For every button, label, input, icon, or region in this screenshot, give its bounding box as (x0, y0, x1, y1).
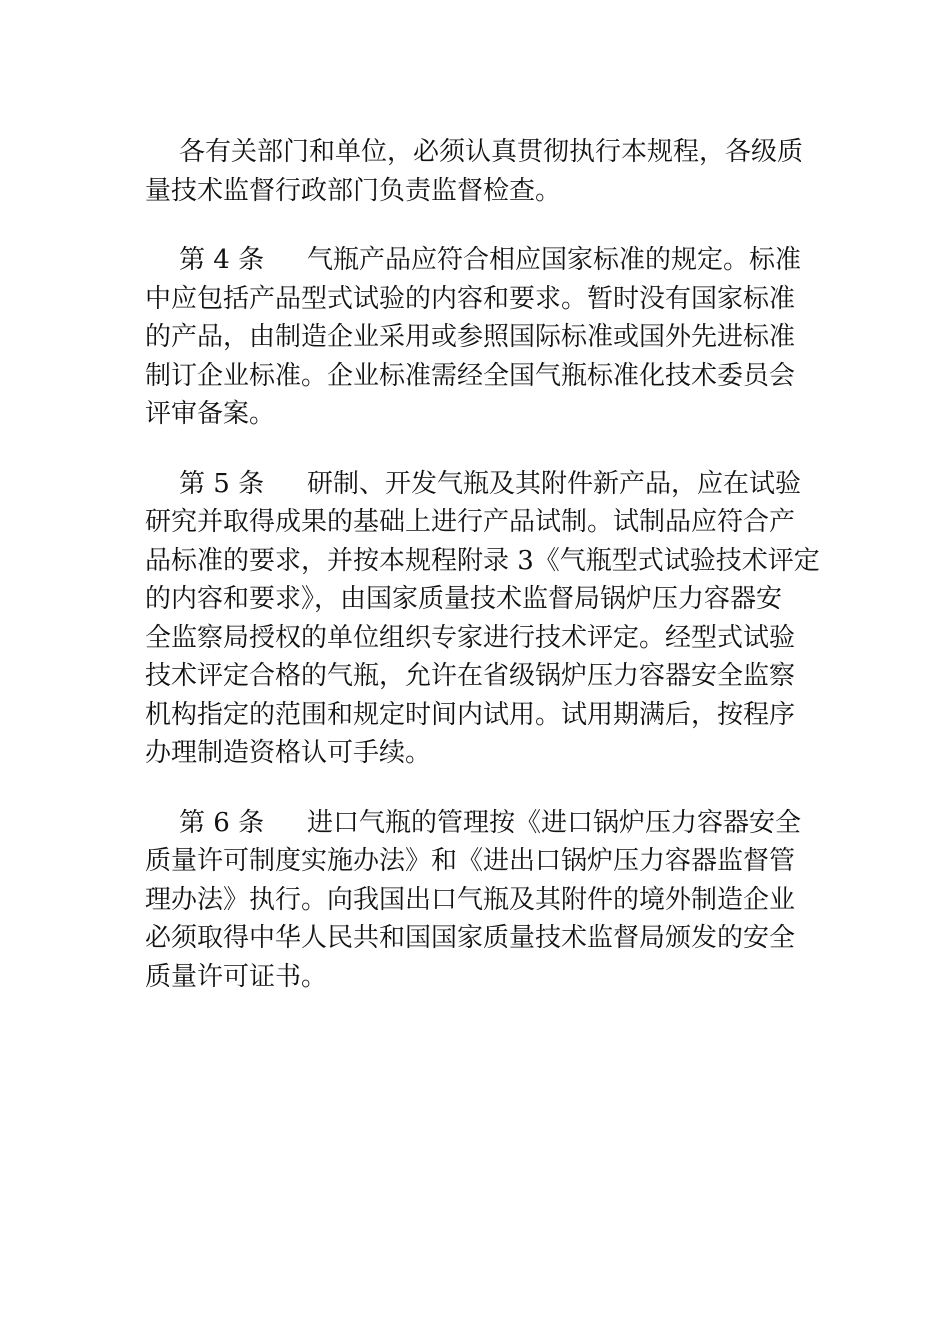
article-5 (145, 465, 820, 773)
paragraph-line: 办理制造资格认可手续。 (145, 738, 432, 768)
paragraph-line: 全监察局授权的单位组织专家进行技术评定。经型式试验 (145, 622, 796, 653)
paragraph-line: 研制、开发气瓶及其附件新产品，应在试验 (307, 468, 802, 499)
document-page (145, 133, 820, 1027)
paragraph-line: 评审备案。 (145, 399, 276, 429)
paragraph-line: 质量许可制度实施办法》和《进出口锅炉压力容器监督管 (145, 846, 796, 876)
paragraph-intro (145, 133, 810, 210)
article-6 (145, 804, 810, 997)
paragraph-line: 的内容和要求》，由国家质量技术监督局锅炉压力容器安 (145, 584, 783, 614)
paragraph-line: 量技术监督行政部门负责监督检查。 (145, 175, 562, 206)
paragraph-line: 制订企业标准。企业标准需经全国气瓶标准化技术委员会 (145, 360, 796, 391)
article-5-first-line (145, 465, 810, 504)
paragraph-line: 机构指定的范围和规定时间内试用。试用期满后，按程序 (145, 699, 796, 730)
article-4-first-line (145, 241, 810, 280)
article-4 (145, 241, 810, 434)
paragraph-line: 各有关部门和单位，必须认真贯彻执行本规程，各级质 (179, 137, 804, 167)
article-number-label: 第 5 条 (179, 468, 265, 499)
paragraph-line: 的产品，由制造企业采用或参照国际标准或国外先进标准 (145, 322, 796, 352)
paragraph-line: 质量许可证书。 (145, 961, 328, 992)
article-6-first-line (145, 804, 810, 843)
article-number-label: 第 6 条 (179, 807, 265, 838)
paragraph-line: 技术评定合格的气瓶，允许在省级锅炉压力容器安全监察 (145, 661, 796, 691)
paragraph-line: 研究并取得成果的基础上进行产品试制。试制品应符合产 (145, 507, 796, 537)
paragraph-line: 中应包括产品型式试验的内容和要求。暂时没有国家标准 (145, 283, 796, 314)
paragraph-line: 必须取得中华人民共和国国家质量技术监督局颁发的安全 (145, 923, 796, 953)
article-number-label: 第 4 条 (179, 245, 265, 275)
paragraph-line: 气瓶产品应符合相应国家标准的规定。标准 (307, 245, 802, 275)
paragraph-line: 理办法》执行。向我国出口气瓶及其附件的境外制造企业 (145, 884, 796, 915)
paragraph-line: 品标准的要求，并按本规程附录 3《气瓶型式试验技术评定 (145, 545, 820, 576)
paragraph-line: 进口气瓶的管理按《进口锅炉压力容器安全 (307, 807, 802, 838)
